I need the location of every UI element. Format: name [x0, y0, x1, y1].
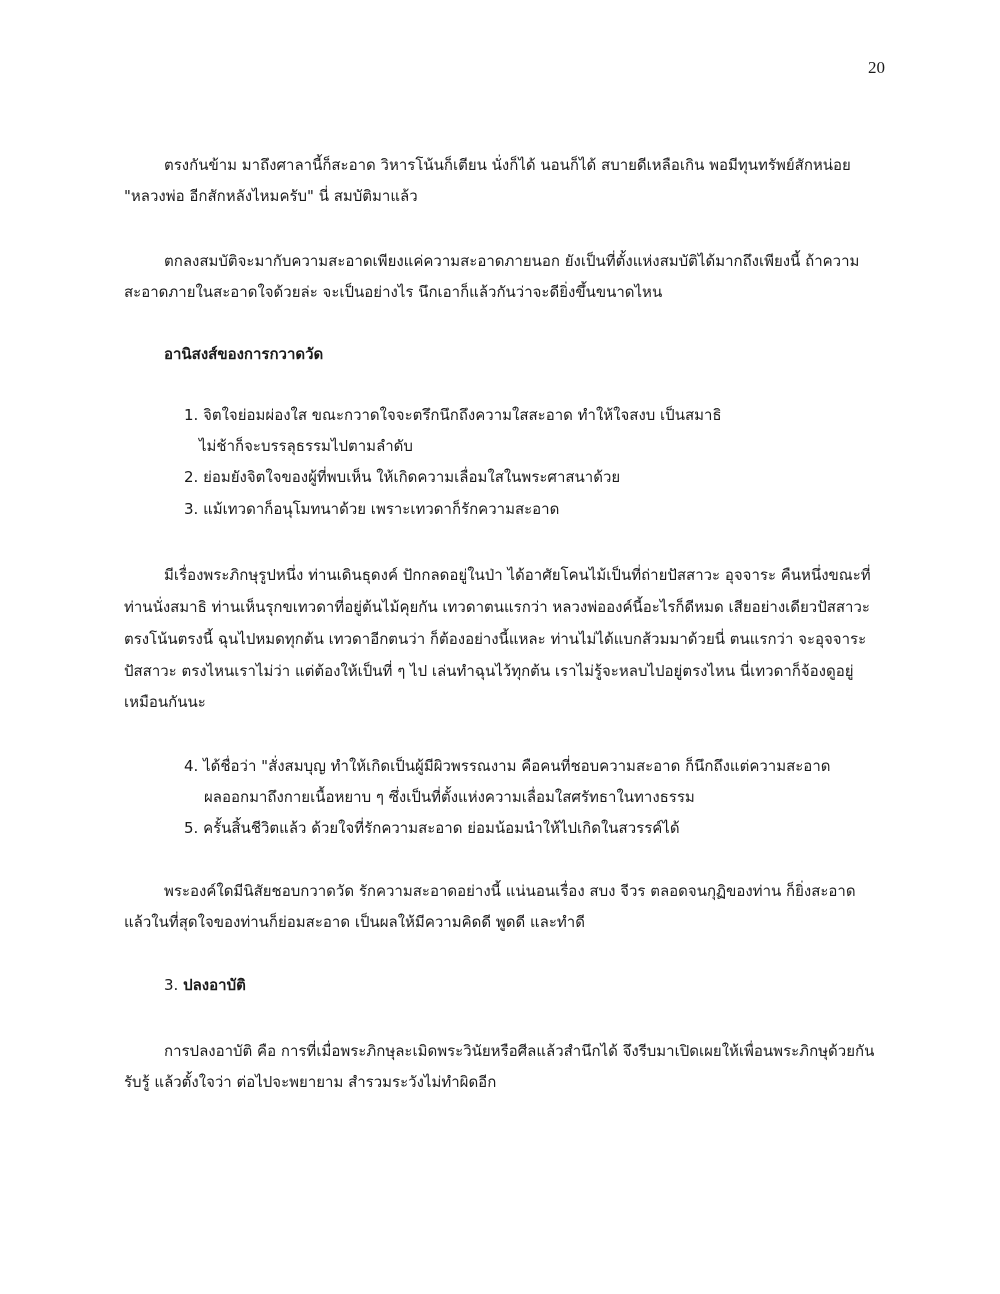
paragraph-1-line-1: ตรงกันข้าม มาถึงศาลานี้ก็สะอาด วิหารโน้นก็เตียน นั่งก็ได้ นอนก็ได้ สบายดีเหลือเกิน พอมีทุนทรัพย์สักหน่อย — [164, 156, 851, 174]
list-item-4-line-2: ผลออกมาถึงกายเนื้อหยาบ ๆ ซึ่งเป็นที่ตั้งแห่งความเลื่อมใสศรัทธาในทางธรรม — [204, 788, 695, 806]
paragraph-3-line-2: ท่านนั่งสมาธิ ท่านเห็นรุกขเทวดาที่อยู่ต้นไม้คุยกัน เทวดาตนแรกว่า หลวงพ่อองค์นี้อะไรก็ดีหมด เสียอย่างเดียวปัสสาวะ — [124, 598, 870, 616]
paragraph-5-line-1: การปลงอาบัติ คือ การที่เมื่อพระภิกษุละเมิดพระวินัยหรือศีลแล้วสำนึกได้ จึงรีบมาเปิดเผยให้เพื่อนพระภิกษุด้วยกัน — [164, 1042, 875, 1060]
list-item-3: 3. แม้เทวดาก็อนุโมทนาด้วย เพราะเทวดาก็รักความสะอาด — [184, 500, 560, 518]
list-item-1-line-1: 1. จิตใจย่อมผ่องใส ขณะกวาดใจจะตรึกนึกถึงความใสสะอาด ทำให้ใจสงบ เป็นสมาธิ — [184, 406, 722, 424]
section-number: 3. — [164, 976, 179, 994]
heading-benefits: อานิสงส์ของการกวาดวัด — [164, 345, 324, 363]
paragraph-2-line-2: สะอาดภายในสะอาดใจด้วยล่ะ จะเป็นอย่างไร นึกเอาก็แล้วกันว่าจะดียิ่งขึ้นขนาดไหน — [124, 283, 663, 301]
section-title: ปลงอาบัติ — [183, 976, 246, 994]
list-item-4-line-1: 4. ได้ชื่อว่า "สั่งสมบุญ ทำให้เกิดเป็นผู้มีผิวพรรณงาม คือคนที่ชอบความสะอาด ก็นึกถึงแต่ความสะอาด — [184, 757, 831, 775]
list-item-5: 5. ครั้นสิ้นชีวิตแล้ว ด้วยใจที่รักความสะอาด ย่อมน้อมนำให้ไปเกิดในสวรรค์ได้ — [184, 819, 680, 837]
paragraph-3-line-3: ตรงโน้นตรงนี้ ฉุนไปหมดทุกต้น เทวดาอีกตนว่า ก็ต้องอย่างนี้แหละ ท่านไม่ได้แบกส้วมมาด้วยนี่ ตนแรกว่า จะอุจจาระ — [124, 630, 867, 648]
paragraph-3-line-1: มีเรื่องพระภิกษุรูปหนึ่ง ท่านเดินธุดงค์ ปักกลดอยู่ในป่า ได้อาศัยโคนไม้เป็นที่ถ่ายปัสสาวะ อุจจาระ คืนหนึ่งขณะที่ — [164, 566, 871, 584]
paragraph-4-line-1: พระองค์ใดมีนิสัยชอบกวาดวัด รักความสะอาดอย่างนี้ แน่นอนเรื่อง สบง จีวร ตลอดจนกุฏิของท่าน ก็ยิ่งสะอาด — [164, 882, 856, 900]
paragraph-2-line-1: ตกลงสมบัติจะมากับความสะอาดเพียงแค่ความสะอาดภายนอก ยังเป็นที่ตั้งแห่งสมบัติได้มากถึงเพียงนี้ ถ้าความ — [164, 252, 860, 270]
paragraph-3-line-5: เหมือนกันนะ — [124, 693, 206, 711]
paragraph-1-line-2: "หลวงพ่อ อีกสักหลังไหมครับ" นี่ สมบัติมาแล้ว — [124, 187, 418, 205]
paragraph-3-line-4: ปัสสาวะ ตรงไหนเราไม่ว่า แต่ต้องให้เป็นที่ ๆ ไป เล่นทำฉุนไว้ทุกต้น เราไม่รู้จะหลบไปอยู่ตรงไหน นี่เทวดาก็จ้องดูอยู่ — [124, 662, 854, 680]
list-item-1-line-2: ไม่ช้าก็จะบรรลุธรรมไปตามลำดับ — [199, 437, 413, 455]
paragraph-4-line-2: แล้วในที่สุดใจของท่านก็ย่อมสะอาด เป็นผลให้มีความคิดดี พูดดี และทำดี — [124, 913, 585, 931]
list-item-2: 2. ย่อมยังจิตใจของผู้ที่พบเห็น ให้เกิดความเลื่อมใสในพระศาสนาด้วย — [184, 468, 621, 486]
paragraph-5-line-2: รับรู้ แล้วตั้งใจว่า ต่อไปจะพยายาม สำรวมระวังไม่ทำผิดอีก — [124, 1073, 497, 1091]
section-heading — [164, 974, 246, 996]
page-number: 20 — [868, 58, 885, 77]
